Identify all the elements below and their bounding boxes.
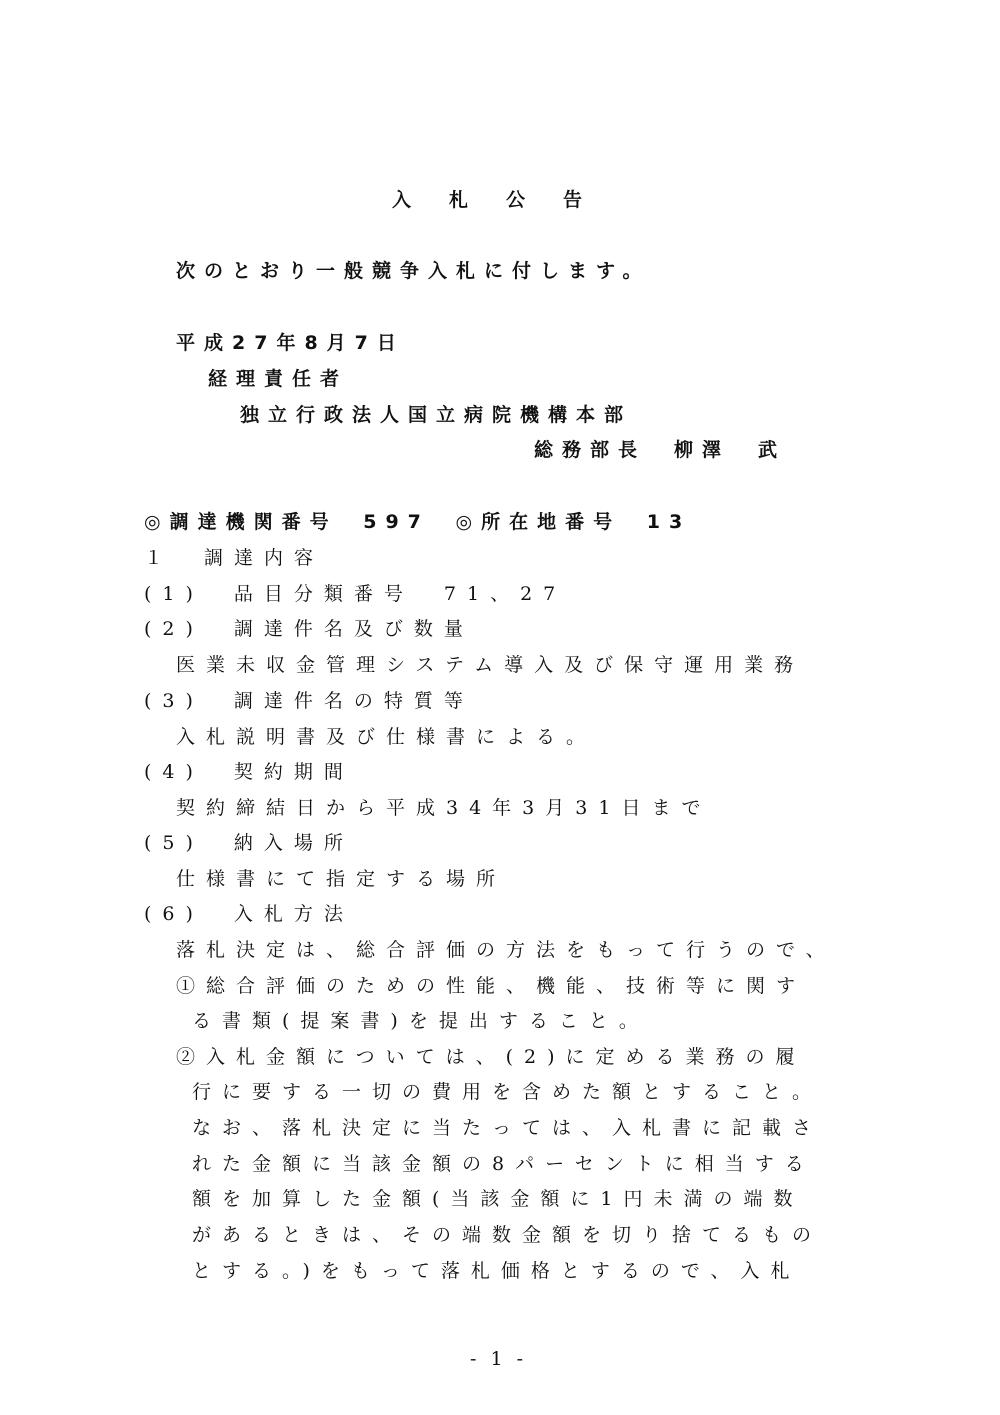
item-5-heading: (5) 納入場所 xyxy=(144,832,354,854)
item-5-body: 仕様書にて指定する場所 xyxy=(176,868,507,890)
item-3-body: 入札説明書及び仕様書による。 xyxy=(176,726,597,748)
item-6-sub2-line6: があるときは、その端数金額を切り捨てるもの xyxy=(192,1224,823,1246)
item-6-sub2-line1: ②入札金額については、(2)に定める業務の履 xyxy=(176,1046,806,1068)
item-2-heading: (2) 調達件名及び数量 xyxy=(144,618,474,640)
item-6-sub1-line2: る書類(提案書)を提出すること。 xyxy=(192,1010,649,1032)
item-3-heading: (3) 調達件名の特質等 xyxy=(144,690,474,712)
notice-date: 平成27年8月7日 xyxy=(176,332,405,354)
item-6-sub1-line1: ①総合評価のための性能、機能、技術等に関す xyxy=(176,975,807,997)
intro-text: 次のとおり一般競争入札に付します。 xyxy=(176,260,651,282)
item-4-body: 契約締結日から平成34年3月31日まで xyxy=(176,797,712,819)
officer-organization: 独立行政法人国立病院機構本部 xyxy=(240,404,633,426)
item-6-sub2-line2: 行に要する一切の費用を含めた額とすること。 xyxy=(192,1081,823,1103)
officer-role: 経理責任者 xyxy=(208,368,349,390)
item-6-body: 落札決定は、総合評価の方法をもって行うので、 xyxy=(176,939,836,961)
item-6-sub2-line4: れた金額に当該金額の8パーセントに相当する xyxy=(192,1153,815,1175)
item-6-sub2-line5: 額を加算した金額(当該金額に1円未満の端数 xyxy=(192,1188,804,1210)
item-2-body: 医業未収金管理システム導入及び保守運用業務 xyxy=(176,654,805,676)
item-1-heading: (1) 品目分類番号 71、27 xyxy=(144,583,567,605)
item-6-sub2-line3: なお、落札決定に当たっては、入札書に記載さ xyxy=(192,1117,823,1139)
location-code-label: ◎所在地番号 xyxy=(455,511,622,533)
document-title: 入札公告 xyxy=(392,189,621,211)
page-number: - 1 - xyxy=(470,1348,528,1370)
procurement-code-line xyxy=(144,513,691,532)
procurement-code-value: 597 xyxy=(363,511,430,533)
officer-position-name: 総務部長 柳澤 武 xyxy=(534,439,787,461)
item-6-heading: (6) 入札方法 xyxy=(144,903,354,925)
procurement-code-label: ◎調達機関番号 xyxy=(144,511,338,533)
location-code-value: 13 xyxy=(646,511,692,533)
item-4-heading: (4) 契約期間 xyxy=(144,761,354,783)
item-6-sub2-line7: とする。)をもって落札価格とするので、入札 xyxy=(192,1260,801,1282)
section-1-heading: １ 調達内容 xyxy=(144,547,325,569)
